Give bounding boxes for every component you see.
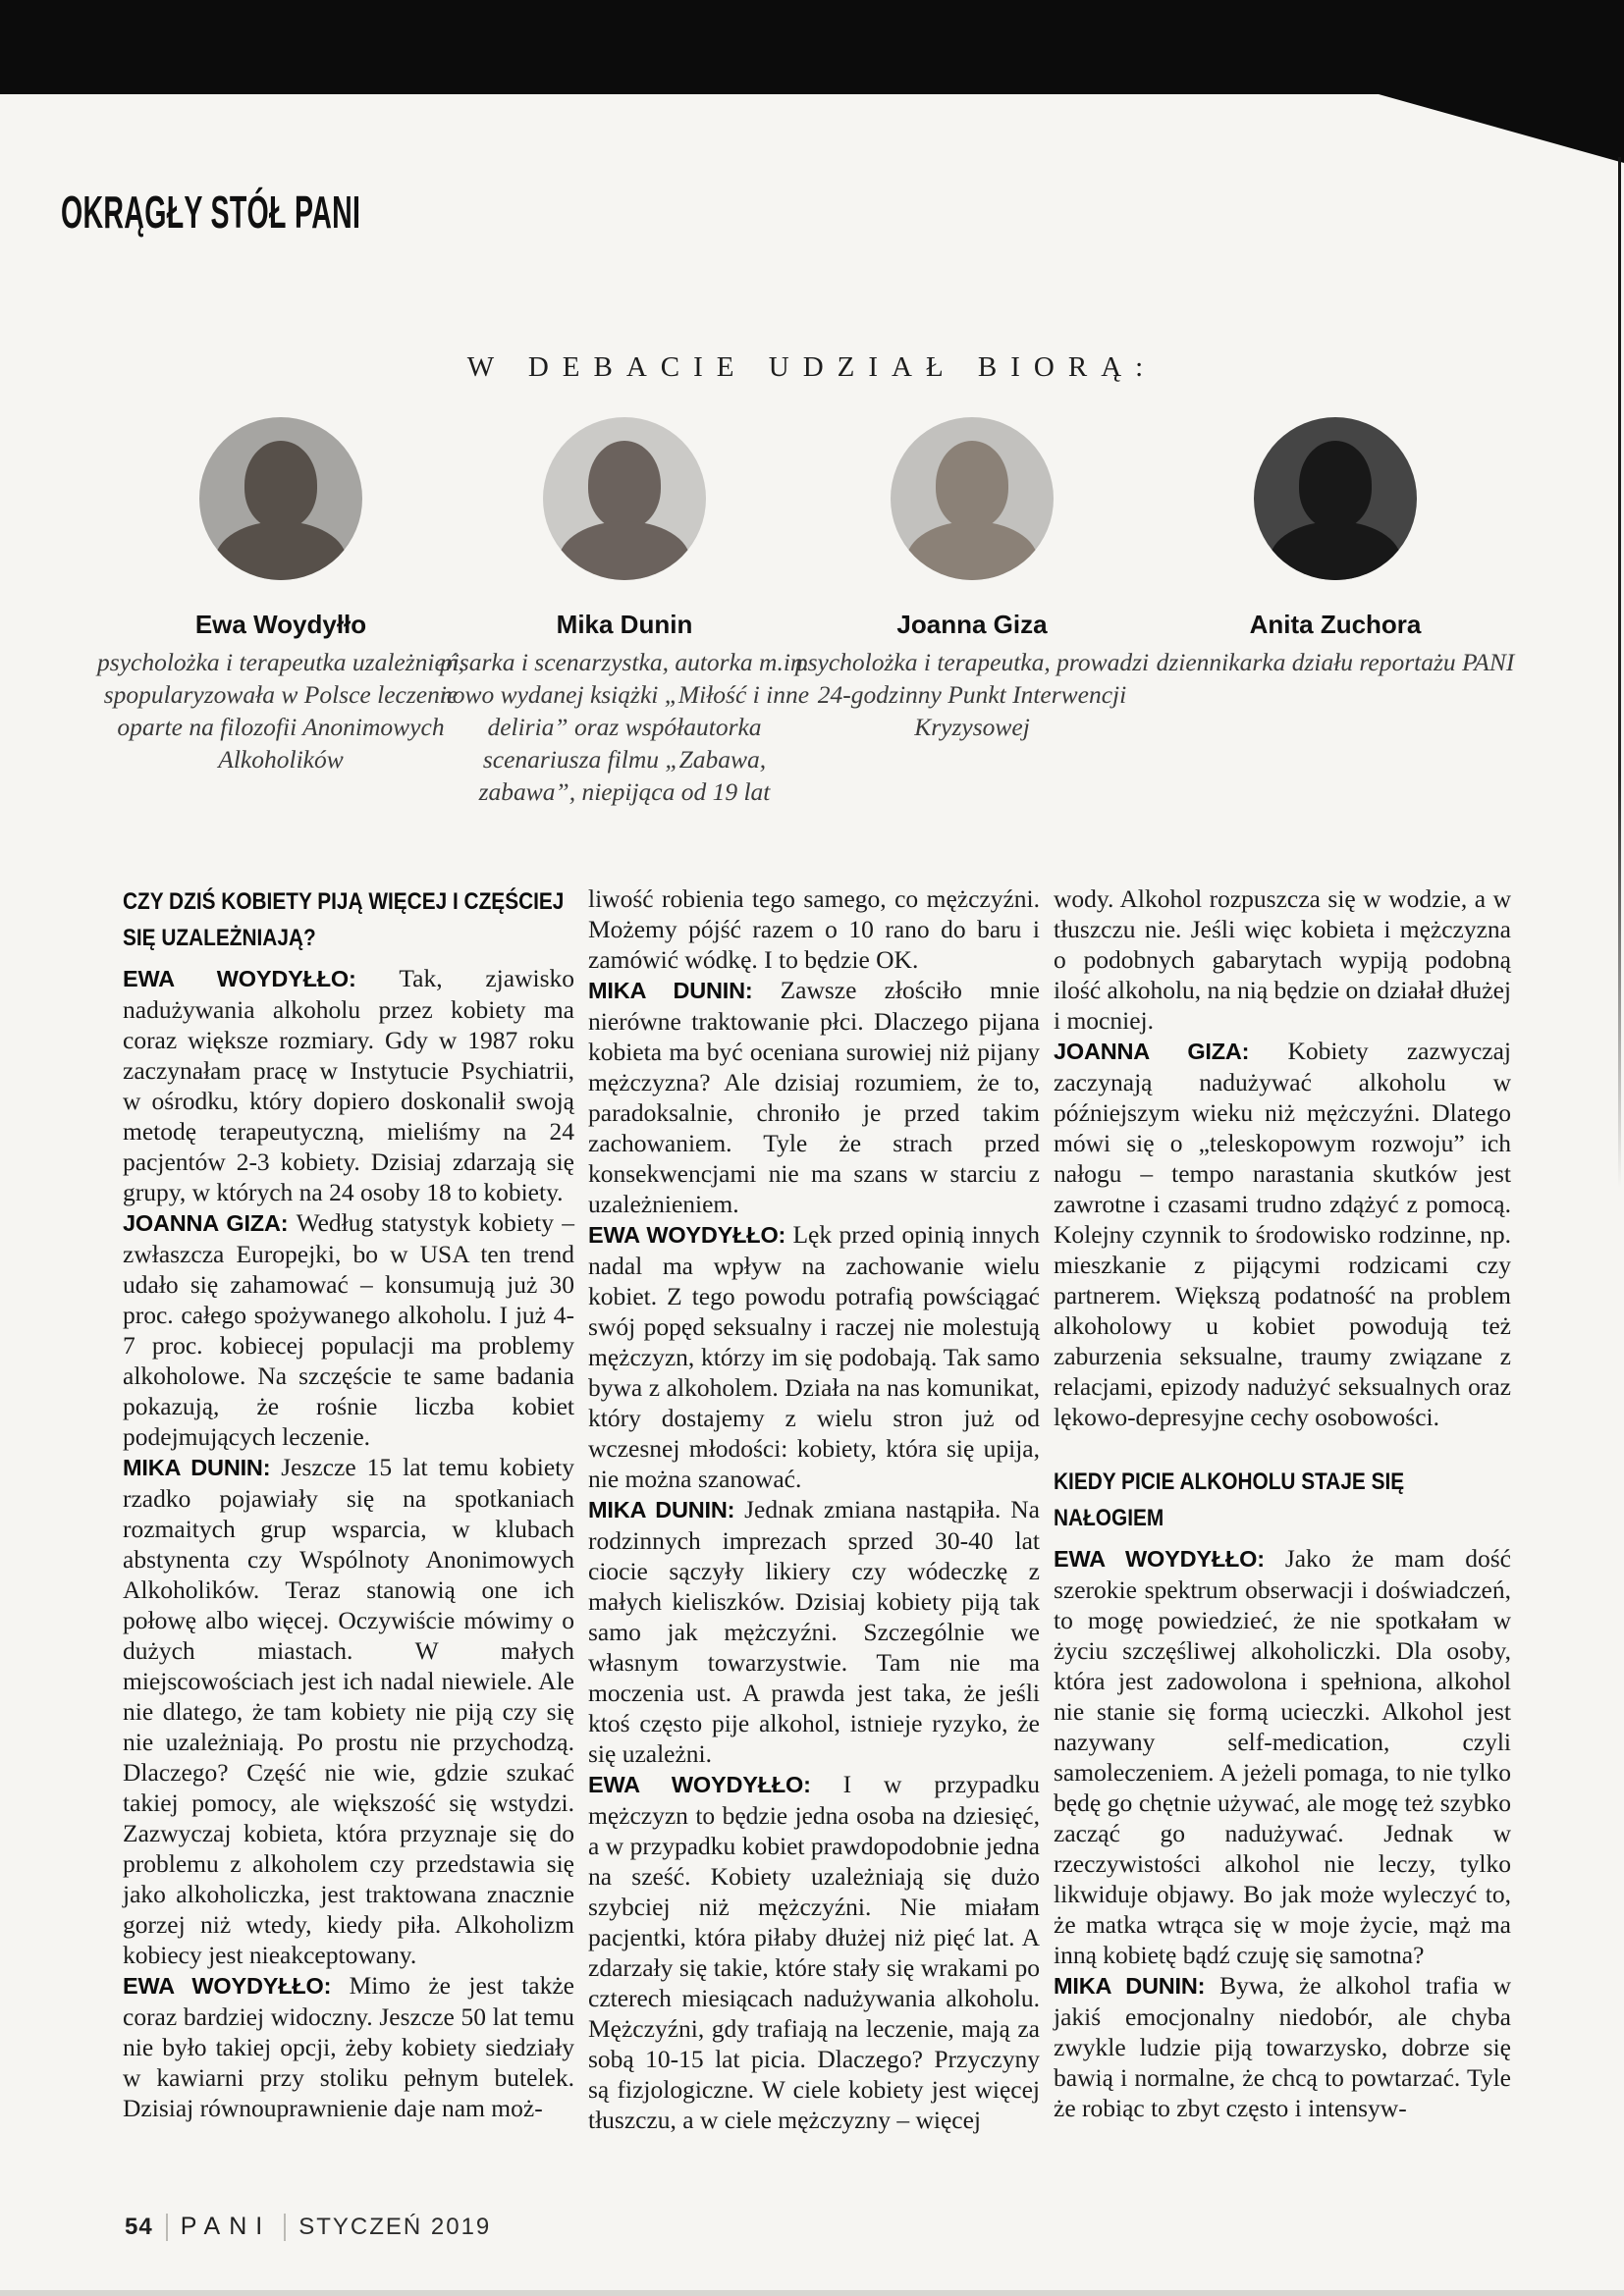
section-heading: [1054, 1464, 1511, 1536]
scan-bottom-edge: [0, 2290, 1624, 2296]
participant-bio: dziennikarka działu reportażu PANI: [1156, 648, 1515, 676]
participant-bio: pisarka i scenarzystka, autorka m.in. nowo wydanej książki „Miłość i inne deliria” oraz współautorka scenariusza filmu „Zabawa, zabawa”, niepijąca od 19 lat: [439, 648, 810, 806]
participant-bio: psycholożka i terapeutka uzależnień, spopularyzowała w Polsce leczenie oparte na filozofii Anonimowych Alkoholików: [97, 648, 464, 774]
speaker-label: MIKA DUNIN:: [123, 1455, 282, 1480]
speaker-label: JOANNA GIZA:: [1054, 1039, 1288, 1064]
article-column-3: [1054, 883, 1511, 2135]
participant-name: Ewa Woydyłło: [194, 610, 367, 639]
footer-divider: [284, 2214, 286, 2241]
section-heading-text: CZY DZIŚ KOBIETY PIJĄ WIĘCEJ I CZĘŚCIEJ SIĘ UZALEŻNIAJĄ?: [123, 888, 565, 951]
article-paragraph: liwość robienia tego samego, co mężczyźni. Możemy pójść razem o 10 rano do baru i zamówić wódkę. I to będzie OK.: [588, 884, 1040, 974]
participant-card: [785, 417, 1159, 743]
speaker-label: JOANNA GIZA:: [123, 1210, 297, 1236]
article-paragraph: MIKA DUNIN: Jeszcze 15 lat temu kobiety rzadko pojawiały się na spotkaniach rozmaitych grup wsparcia, w klubach abstynenta czy Wspólnoty Anonimowych Alkoholików. Teraz stanowią one ich połowę albo więcej. Oczywiście mówimy o dużych miastach. W małych miejscowościach jest ich nadal niewiele. Ale nie dlatego, że tam kobiety nie piją czy się nie uzależniają. Po prostu nie przychodzą. Dlaczego? Część nie wie, gdzie szukać takiej pomocy, ale większość się wstydzi. Zazwyczaj kobieta, która przyznaje się do problemu z alkoholem czy przedstawia się jako alkoholiczka, jest traktowana znacznie gorzej niż wtedy, kiedy piła. Alkoholizm kobiecy jest nieakceptowany.: [123, 1453, 574, 1969]
article-paragraph: JOANNA GIZA: Według statystyk kobiety – zwłaszcza Europejki, bo w USA ten trend udało się zahamować – konsumują już 30 proc. całego spożywanego alkoholu. I już 4-7 proc. kobiecej populacji ma problemy alkoholowe. Na szczęście te same badania pokazują, że rośnie liczba kobiet podejmujących leczenie.: [123, 1208, 574, 1451]
section-heading-text: KIEDY PICIE ALKOHOLU STAJE SIĘ NAŁOGIEM: [1054, 1468, 1405, 1531]
page-footer: [125, 2213, 491, 2241]
article-column-2: [588, 883, 1040, 2135]
article-body: [123, 883, 1511, 2135]
article-paragraph: EWA WOYDYŁŁO: Lęk przed opinią innych nadal ma wpływ na zachowanie wielu kobiet. Z tego powodu potrafią powściągać swój popęd seksualny i raczej nie molestują mężczyzn, którzy im się podobają. Tak samo bywa z alkoholem. Działa na nas komunikat, który dostajemy z wielu stron już od wczesnej młodości: kobiety, która się upija, nie można szanować.: [588, 1220, 1040, 1493]
participant-card: [94, 417, 467, 775]
article-paragraph: JOANNA GIZA: Kobiety zazwyczaj zaczynają nadużywać alkoholu w późniejszym wieku niż mężczyźni. Dlatego mówi się o „teleskopowym rozwoju” ich nałogu – tempo narastania skutków jest zawrotne i czasami trudno zdążyć z pomocą. Kolejny czynnik to środowisko rodzinne, np. mieszkanie z pijącymi rodzicami czy partnerem. Większą podatność na problem alkoholowy u kobiet powodują też zaburzenia seksualne, traumy związane z relacjami, epizody nadużyć seksualnych oraz lękowo-depresyjne cechy osobowości.: [1054, 1037, 1511, 1431]
participant-name: Mika Dunin: [556, 610, 693, 639]
scan-corner-artifact: [1379, 94, 1624, 163]
participant-photo: [199, 417, 362, 580]
page-kicker: OKRĄGŁY STÓŁ PANI: [61, 187, 361, 238]
participant-photo: [543, 417, 706, 580]
speaker-label: MIKA DUNIN:: [588, 978, 781, 1003]
article-paragraph: MIKA DUNIN: Bywa, że alkohol trafia w jakiś emocjonalny niedobór, ale chyba zwykle ludzie piją towarzysko, dobrze się bawią i normalne, że chcą to powtarzać. Tyle że robiąc to zbyt często i intensyw-: [1054, 1971, 1511, 2122]
speaker-label: EWA WOYDYŁŁO:: [123, 966, 400, 991]
participant-photo: [1254, 417, 1417, 580]
article-paragraph: EWA WOYDYŁŁO: Jako że mam dość szerokie spektrum obserwacji i doświadczeń, to mogę powiedzieć, że nie spotkałam w życiu szczęśliwej alkoholiczki. Dla osoby, która jest zadowolona i spełniona, alkohol nie stanie się formą ucieczki. Alkohol jest nazywany self-medication, czyli samoleczeniem. A jeżeli pomaga, to nie tylko będę go chętnie używać, ale mogę też szybko zacząć go nadużywać. Jednak w rzeczywistości alkohol nie leczy, tylko likwiduje objawy. Bo jak może wyleczyć to, że matka wtrąca się w moje życie, mąż ma inną kobietę bądź czuję się samotna?: [1054, 1544, 1511, 1969]
speaker-label: MIKA DUNIN:: [1054, 1973, 1220, 1999]
participant-card: [1149, 417, 1522, 678]
article-paragraph: EWA WOYDYŁŁO: I w przypadku mężczyzn to będzie jedna osoba na dziesięć, a w przypadku kobiet prawdopodobnie jedna na sześć. Kobiety uzależniają się dużo szybciej niż mężczyźni. Nie miałam pacjentki, która piłaby dłużej niż pięć lat. A zdarzały się takie, które stały się wrakami po czterech miesiącach nadużywania alkoholu. Mężczyźni, gdy trafiają na leczenie, mają za sobą 10-15 lat picia. Dlaczego? Przyczyny są fizjologiczne. W ciele kobiety jest więcej tłuszczu, a w ciele mężczyzny – więcej: [588, 1770, 1040, 2134]
article-paragraph: wody. Alkohol rozpuszcza się w wodzie, a w tłuszczu nie. Jeśli więc kobieta i mężczyzna o podobnych gabarytach wypiją podobną ilość alkoholu, na nią będzie on działał dłużej i mocniej.: [1054, 884, 1511, 1035]
speaker-label: MIKA DUNIN:: [588, 1497, 745, 1522]
participants-row: [0, 417, 1624, 869]
magazine-name: PANI: [180, 2213, 272, 2240]
issue-date: STYCZEŃ 2019: [298, 2213, 492, 2240]
participant-photo: [891, 417, 1054, 580]
participant-bio: psycholożka i terapeutka, prowadzi 24-godzinny Punkt Interwencji Kryzysowej: [794, 648, 1150, 741]
footer-divider: [166, 2214, 168, 2241]
article-paragraph: EWA WOYDYŁŁO: Tak, zjawisko nadużywania alkoholu przez kobiety ma coraz większe rozmiary. Gdy w 1987 roku zaczynałam pracę w Instytucie Psychiatrii, w ośrodku, który dopiero doskonalił swoją metodę terapeutyczną, mieliśmy na 24 pacjentów 2-3 kobiety. Dzisiaj zdarzają się grupy, w których na 24 osoby 18 to kobiety.: [123, 964, 574, 1206]
speaker-label: EWA WOYDYŁŁO:: [1054, 1546, 1285, 1572]
scan-top-black-bar: [0, 0, 1624, 94]
article-paragraph: EWA WOYDYŁŁO: Mimo że jest także coraz bardziej widoczny. Jeszcze 50 lat temu nie było takiej opcji, żeby kobiety siedziały w kawiarni przy stoliku pełnym butelek. Dzisiaj równouprawnienie daje nam moż-: [123, 1971, 574, 2122]
participant-name: Anita Zuchora: [1249, 610, 1422, 639]
speaker-label: EWA WOYDYŁŁO:: [588, 1222, 793, 1248]
article-column-1: [123, 883, 574, 2135]
article-paragraph: MIKA DUNIN: Jednak zmiana nastąpiła. Na rodzinnych imprezach sprzed 30-40 lat ciocie sączyły likiery czy wódeczkę z małych kieliszków. Dzisiaj kobiety piją tak samo jak mężczyźni. Szczególnie we własnym towarzystwie. Tam nie ma moczenia ust. A prawda jest taka, że jeśli ktoś często pije alkohol, istnieje ryzyko, że się uzależni.: [588, 1495, 1040, 1768]
section-heading: [123, 883, 574, 956]
participant-name: Joanna Giza: [896, 610, 1048, 639]
debate-heading: W DEBACIE UDZIAŁ BIORĄ:: [466, 351, 1158, 383]
speaker-label: EWA WOYDYŁŁO:: [588, 1772, 843, 1797]
speaker-label: EWA WOYDYŁŁO:: [123, 1973, 350, 1999]
participant-card: [438, 417, 811, 808]
page-number: 54: [125, 2213, 153, 2240]
article-paragraph: MIKA DUNIN: Zawsze złościło mnie nierówne traktowanie płci. Dlaczego pijana kobieta ma być oceniana surowiej niż pijany mężczyzna? Ale dzisiaj rozumiem, że to, paradoksalnie, chroniło je przed takim zachowaniem. Tyle że strach przed konsekwencjami nie ma szans w starciu z uzależnieniem.: [588, 976, 1040, 1218]
